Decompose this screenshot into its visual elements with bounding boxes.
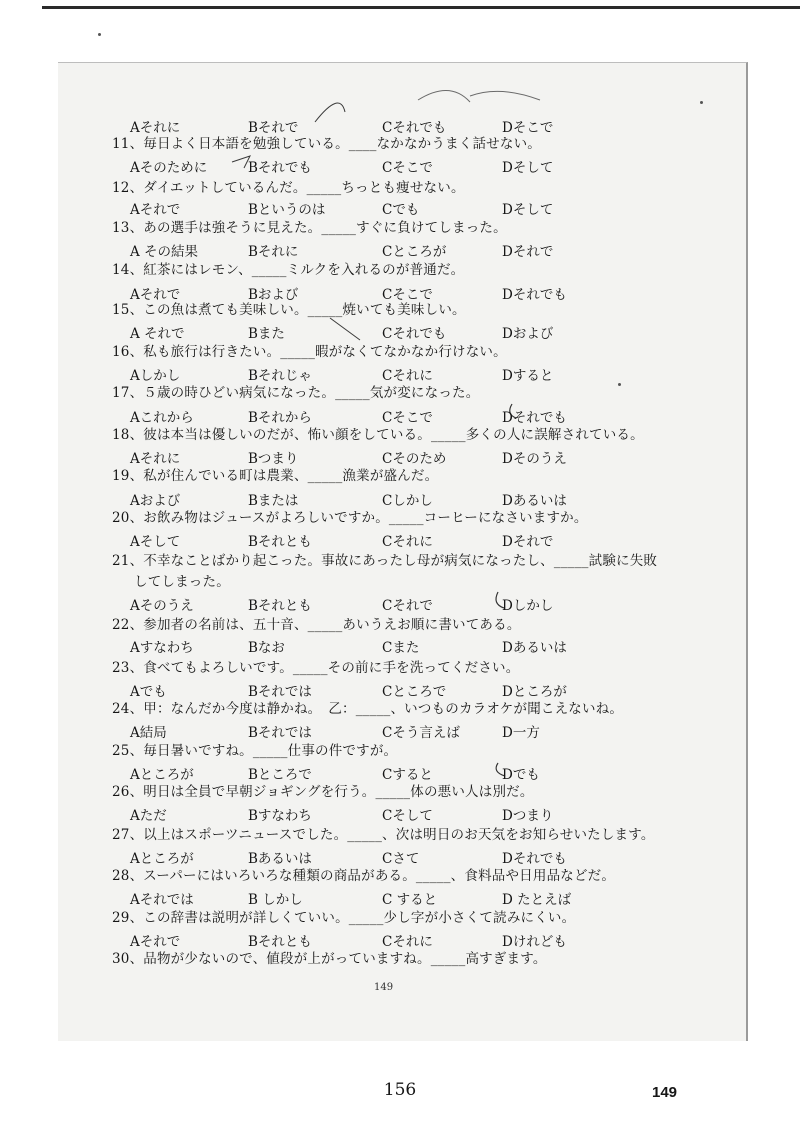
option-c: Cでも (382, 202, 420, 218)
option-b: Bそれとも (248, 534, 312, 550)
question-text: 品物が少ないので、値段が上がっていますね。_____高すぎます。 (143, 951, 547, 967)
question-text: スーパーにはいろいろな種類の商品がある。_____、食料品や日用品などだ。 (143, 868, 616, 884)
question-line (112, 258, 464, 278)
question-text: 彼は本当は優しいのだが、怖い顔をしている。_____多くの人に誤解されている。 (143, 427, 644, 443)
answer-options (130, 198, 690, 218)
option-b: Bなお (248, 640, 285, 656)
question-line (112, 864, 615, 884)
question-number: 29、 (112, 910, 144, 926)
option-b: Bあるいは (248, 851, 312, 867)
answer-options (130, 322, 690, 342)
option-c: Cそれに (382, 368, 433, 384)
question-text: 不幸なことばかり起こった。事故にあったし母が病気になったし、_____試験に失敗 (143, 553, 658, 569)
option-c: Cすると (382, 767, 433, 783)
question-number: 30、 (112, 951, 144, 967)
answer-options (130, 636, 690, 656)
option-d: Dでも (502, 767, 540, 783)
option-b: Bつまり (248, 451, 299, 467)
option-c: Cそこで (382, 287, 433, 303)
option-c: Cそれに (382, 534, 433, 550)
option-b: Bそれに (248, 244, 299, 260)
option-d: Dあるいは (502, 493, 567, 509)
option-c: Cさて (382, 851, 420, 867)
answer-options (130, 156, 690, 176)
question-text: 私も旅行は行きたい。_____暇がなくてなかなか行けない。 (143, 344, 507, 360)
footer-page-number: 156 (383, 1080, 417, 1100)
option-c: Cそのため (382, 451, 447, 467)
question-text: 紅茶にはレモン、_____ミルクを入れるのが普通だ。 (143, 262, 465, 278)
question-line (112, 549, 657, 569)
question-line (112, 423, 644, 443)
option-a: Aそのうえ (130, 598, 194, 614)
option-a: A その結果 (130, 244, 199, 260)
question-line (112, 464, 438, 484)
option-a: Aただ (130, 808, 167, 824)
question-line (112, 381, 479, 401)
question-number: 22、 (112, 617, 144, 633)
question-text: 食べてもよろしいです。_____その前に手を洗ってください。 (143, 660, 520, 676)
question-line (112, 780, 534, 800)
question-number: 13、 (112, 220, 144, 236)
question-line (112, 298, 466, 318)
question-text: 以上はスポーツニュースでした。_____、次は明日のお天気をお知らせいたします。 (143, 827, 655, 843)
option-b: Bまた (248, 326, 285, 342)
option-a: Aそして (130, 534, 181, 550)
question-number: 15、 (112, 302, 144, 318)
option-a: Aそれで (130, 287, 181, 303)
option-d: Dつまり (502, 808, 554, 824)
question-number: 12、 (112, 180, 144, 196)
option-c: Cまた (382, 640, 420, 656)
question-text: この辞書は説明が詳しくていい。_____少し字が小さくて読みにくい。 (143, 910, 576, 926)
option-a: Aそれで (130, 202, 181, 218)
option-a: Aところが (130, 767, 194, 783)
option-b: Bまたは (248, 493, 299, 509)
question-line (112, 132, 541, 152)
question-line (112, 340, 507, 360)
answer-options (130, 530, 690, 550)
option-c: Cそれでも (382, 120, 447, 136)
option-a: Aところが (130, 851, 194, 867)
option-b: Bそれとも (248, 598, 312, 614)
option-c: Cそれに (382, 934, 433, 950)
question-line (112, 176, 465, 196)
option-d: Dそれでも (502, 410, 567, 426)
option-c: Cところが (382, 244, 447, 260)
option-d: Dおよび (502, 326, 554, 342)
option-d: Dそれで (502, 534, 554, 550)
question-number: 28、 (112, 868, 144, 884)
answer-options (130, 240, 690, 260)
question-text: あの選手は強そうに見えた。_____すぐに負けてしまった。 (143, 220, 507, 236)
question-text: この魚は煮ても美味しい。_____焼いても美味しい。 (143, 302, 466, 318)
option-c: C すると (382, 892, 438, 908)
option-b: Bそれじゃ (248, 368, 312, 384)
question-number: 18、 (112, 427, 144, 443)
option-a: Aすなわち (130, 640, 194, 656)
inner-page-number: 149 (374, 982, 394, 993)
question-number: 21、 (112, 553, 144, 569)
question-number: 25、 (112, 743, 144, 759)
option-d: Dけれども (502, 934, 567, 950)
question-line (112, 739, 397, 759)
question-number: 26、 (112, 784, 144, 800)
option-c: Cそこで (382, 410, 433, 426)
option-b: Bそれで (248, 120, 299, 136)
question-number: 19、 (112, 468, 144, 484)
option-d: Dあるいは (502, 640, 567, 656)
option-c: Cそれで (382, 598, 433, 614)
option-a: Aしかし (130, 368, 181, 384)
question-number: 23、 (112, 660, 144, 676)
option-d: Dそれでも (502, 287, 567, 303)
question-text: 参加者の名前は、五十音、_____あいうえお順に書いてある。 (143, 617, 521, 633)
option-d: Dしかし (502, 598, 554, 614)
question-number: 24、 (112, 701, 144, 717)
option-c: Cしかし (382, 493, 433, 509)
option-a: Aそれに (130, 120, 181, 136)
option-b: Bおよび (248, 287, 299, 303)
option-d: Dそして (502, 202, 554, 218)
option-a: Aそのために (130, 160, 208, 176)
question-line (112, 947, 547, 967)
question-text: 毎日よく日本語を勉強している。____なかなかうまく話せない。 (143, 136, 541, 152)
question-number: 16、 (112, 344, 144, 360)
question-line (112, 656, 519, 676)
option-b: B しかし (248, 892, 303, 908)
question-number: 11、 (112, 136, 144, 152)
option-a: Aでも (130, 684, 167, 700)
question-text: ダイエットしているんだ。_____ちっとも痩せない。 (143, 180, 465, 196)
option-d: Dそして (502, 160, 554, 176)
option-d: Dところが (502, 684, 567, 700)
question-text-continuation: してしまった。 (134, 574, 230, 590)
answer-options (130, 888, 690, 908)
option-c: Cところで (382, 684, 447, 700)
answer-options (130, 594, 690, 614)
option-d: D一方 (502, 725, 540, 741)
option-a: A結局 (130, 725, 167, 741)
answer-options (130, 721, 690, 741)
option-b: Bそれから (248, 410, 312, 426)
question-line (112, 697, 623, 717)
question-number: 20、 (112, 510, 144, 526)
option-a: Aこれから (130, 410, 194, 426)
question-text: 甲：なんだか今度は静かね。 乙：_____、いつものカラオケが聞こえないね。 (143, 701, 624, 717)
option-d: Dすると (502, 368, 554, 384)
question-line (112, 506, 588, 526)
option-a: Aそれでは (130, 892, 194, 908)
question-line (112, 823, 655, 843)
option-d: D たとえば (502, 892, 572, 908)
option-a: A それで (130, 326, 185, 342)
question-line (112, 216, 507, 236)
option-b: Bというのは (248, 202, 326, 218)
question-text: 私が住んでいる町は農業、_____漁業が盛んだ。 (143, 468, 439, 484)
question-number: 17、 (112, 385, 144, 401)
option-c: Cそこで (382, 160, 433, 176)
question-text: ５歳の時ひどい病気になった。_____気が変になった。 (143, 385, 480, 401)
option-a: Aそれに (130, 451, 181, 467)
question-number: 14、 (112, 262, 144, 278)
question-line (112, 906, 575, 926)
option-b: Bそれでも (248, 160, 312, 176)
option-a: Aおよび (130, 493, 181, 509)
question-text: 明日は全員で早朝ジョギングを行う。_____体の悪い人は別だ。 (143, 784, 534, 800)
question-line (112, 613, 521, 633)
option-d: Dそこで (502, 120, 554, 136)
option-b: Bところで (248, 767, 312, 783)
option-d: Dそれで (502, 244, 554, 260)
corner-page-number: 149 (652, 1084, 678, 1101)
option-b: Bそれでは (248, 725, 312, 741)
answer-options (130, 804, 690, 824)
option-d: Dそれでも (502, 851, 567, 867)
question-text: 毎日暑いですね。_____仕事の件ですが。 (143, 743, 398, 759)
option-a: Aそれで (130, 934, 181, 950)
option-c: Cそして (382, 808, 433, 824)
option-c: Cそれでも (382, 326, 447, 342)
option-b: Bそれとも (248, 934, 312, 950)
option-b: Bすなわち (248, 808, 312, 824)
option-b: Bそれでは (248, 684, 312, 700)
option-d: Dそのうえ (502, 451, 567, 467)
option-c: Cそう言えば (382, 725, 460, 741)
question-text: お飲み物はジュースがよろしいですか。_____コーヒーになさいますか。 (143, 510, 588, 526)
question-number: 27、 (112, 827, 144, 843)
